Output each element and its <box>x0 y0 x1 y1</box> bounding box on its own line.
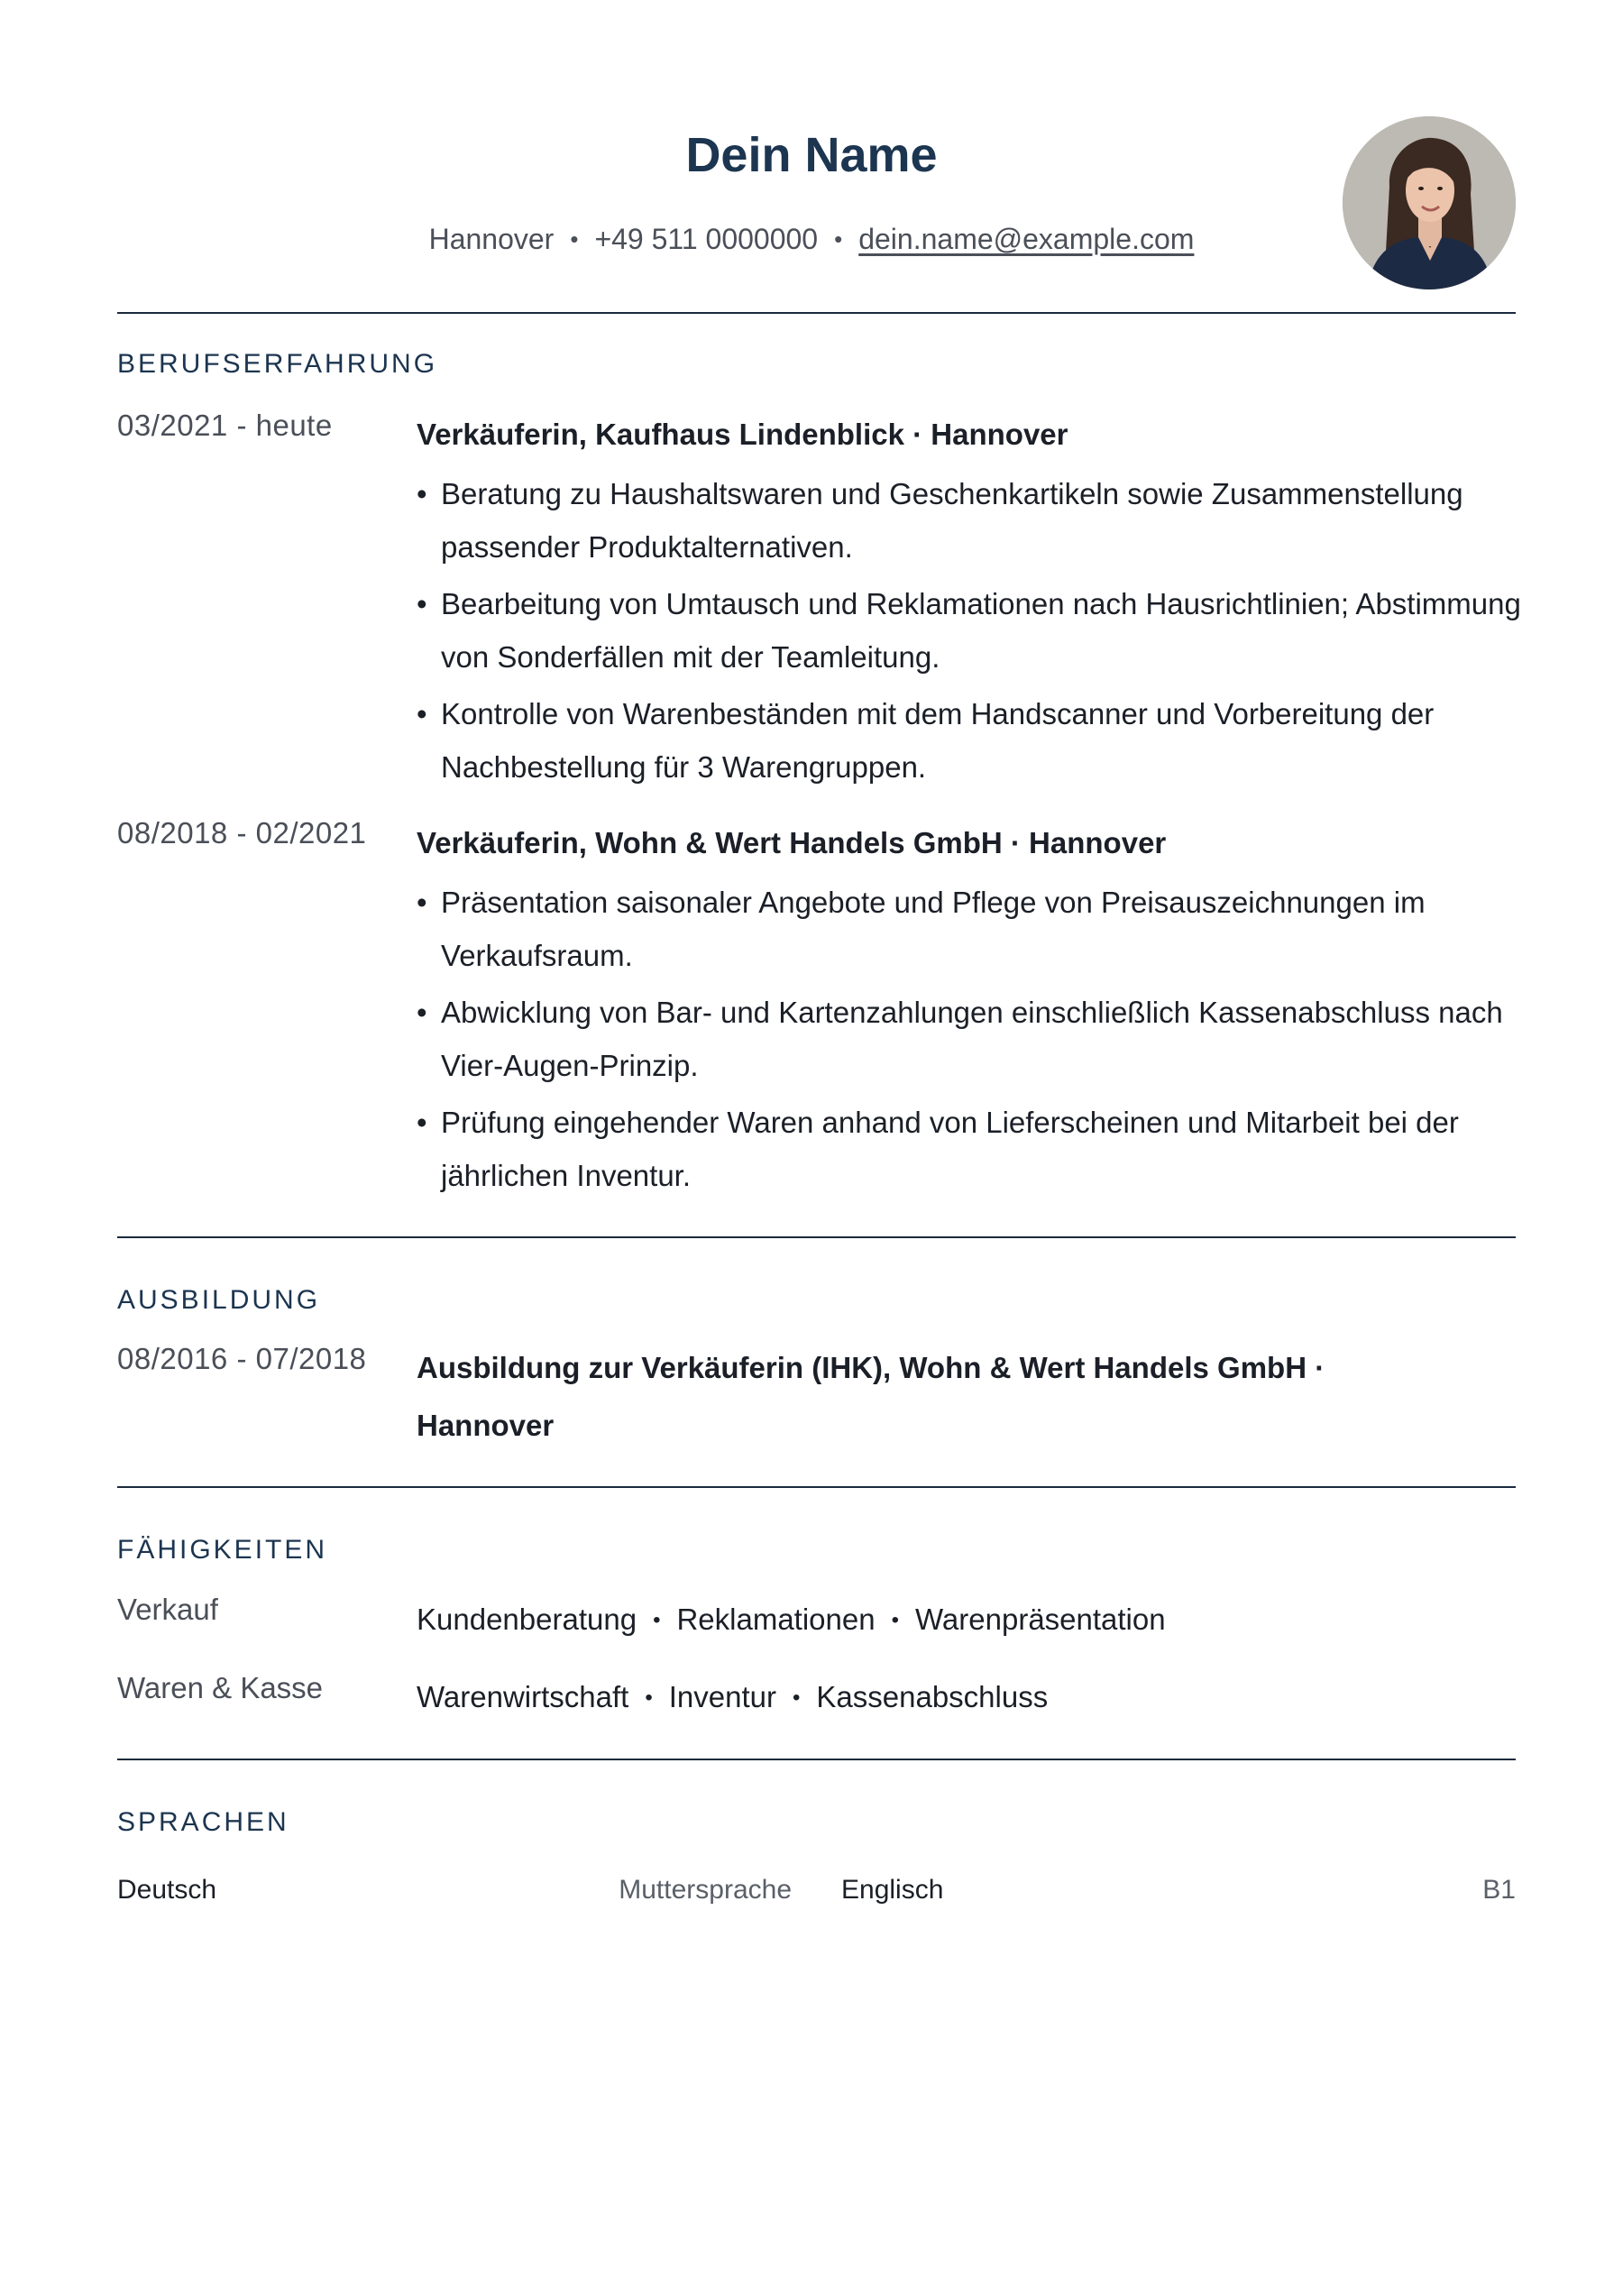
contact-separator: • <box>834 225 843 253</box>
skill-separator: • <box>645 1685 653 1710</box>
contact-phone: +49 511 0000000 <box>594 223 819 255</box>
skill-list <box>417 1604 1166 1634</box>
profile-photo <box>1343 116 1516 289</box>
skill-separator: • <box>793 1685 801 1710</box>
section-title-skills: FÄHIGKEITEN <box>117 1535 328 1565</box>
job-date: 08/2018 - 02/2021 <box>117 816 367 850</box>
bullet-dot: • <box>417 886 427 919</box>
bullet-text: Präsentation saisonaler Angebote und Pflege von Preisauszeichnungen im Verkaufsraum. <box>441 886 1426 972</box>
bullet-dot: • <box>417 477 427 510</box>
section-title-experience: BERUFSERFAHRUNG <box>117 349 438 379</box>
bullet-text: Kontrolle von Warenbeständen mit dem Handscanner und Vorbereitung der Nachbestellung für 3 Warengruppen. <box>441 697 1435 784</box>
skill-item: Reklamationen <box>676 1603 876 1636</box>
skill-category: Waren & Kasse <box>117 1671 324 1704</box>
section-divider <box>117 312 1516 314</box>
job-title: Verkäuferin, Wohn & Wert Handels GmbH · Hannover <box>417 826 1167 859</box>
section-divider <box>117 1486 1516 1488</box>
skill-item: Warenpräsentation <box>915 1603 1166 1636</box>
bullet-dot: • <box>417 1106 427 1139</box>
skill-item: Warenwirtschaft <box>417 1680 629 1713</box>
job-title: Verkäuferin, Kaufhaus Lindenblick · Hannover <box>417 418 1068 451</box>
bullet-text: Bearbeitung von Umtausch und Reklamationen nach Hausrichtlinien; Abstimmung von Sonderfällen mit der Teamleitung. <box>441 587 1521 674</box>
education-date: 08/2016 - 07/2018 <box>117 1342 367 1375</box>
contact-separator: • <box>570 225 579 253</box>
bullet-dot: • <box>417 697 427 730</box>
education-title: Ausbildung zur Verkäuferin (IHK), Wohn & Wert Handels GmbH · Hannover <box>417 1351 1325 1442</box>
job-bullet <box>417 1096 1526 1202</box>
language-name: Englisch <box>841 1875 944 1905</box>
job-date: 03/2021 - heute <box>117 409 333 442</box>
bullet-text: Beratung zu Haushaltswaren und Geschenkartikeln sowie Zusammenstellung passender Produktalternativen. <box>441 477 1463 564</box>
language-level: B1 <box>1482 1875 1516 1905</box>
person-name: Dein Name <box>685 128 938 182</box>
section-divider <box>117 1759 1516 1760</box>
section-divider <box>117 1236 1516 1238</box>
skill-item: Inventur <box>668 1680 776 1713</box>
language-name: Deutsch <box>117 1875 217 1905</box>
job-bullet <box>417 467 1526 574</box>
bullet-text: Prüfung eingehender Waren anhand von Lieferscheinen und Mitarbeit bei der jährlichen Inventur. <box>441 1106 1459 1192</box>
bullet-dot: • <box>417 587 427 620</box>
skill-separator: • <box>891 1608 899 1632</box>
contact-email-link[interactable]: dein.name@example.com <box>858 223 1195 255</box>
skill-item: Kundenberatung <box>417 1603 637 1636</box>
skill-list <box>417 1682 1048 1712</box>
contact-city: Hannover <box>428 223 555 255</box>
skill-item: Kassenabschluss <box>816 1680 1049 1713</box>
bullet-dot: • <box>417 996 427 1029</box>
skill-separator: • <box>653 1608 661 1632</box>
section-title-education: AUSBILDUNG <box>117 1285 321 1315</box>
job-bullet <box>417 986 1526 1092</box>
job-bullet <box>417 577 1526 684</box>
skill-category: Verkauf <box>117 1593 218 1626</box>
language-level: Muttersprache <box>619 1875 792 1905</box>
job-bullet <box>417 687 1526 794</box>
bullet-text: Abwicklung von Bar- und Kartenzahlungen einschließlich Kassenabschluss nach Vier-Augen-Prinzip. <box>441 996 1503 1082</box>
section-title-languages: SPRACHEN <box>117 1807 289 1837</box>
job-bullet <box>417 876 1526 982</box>
